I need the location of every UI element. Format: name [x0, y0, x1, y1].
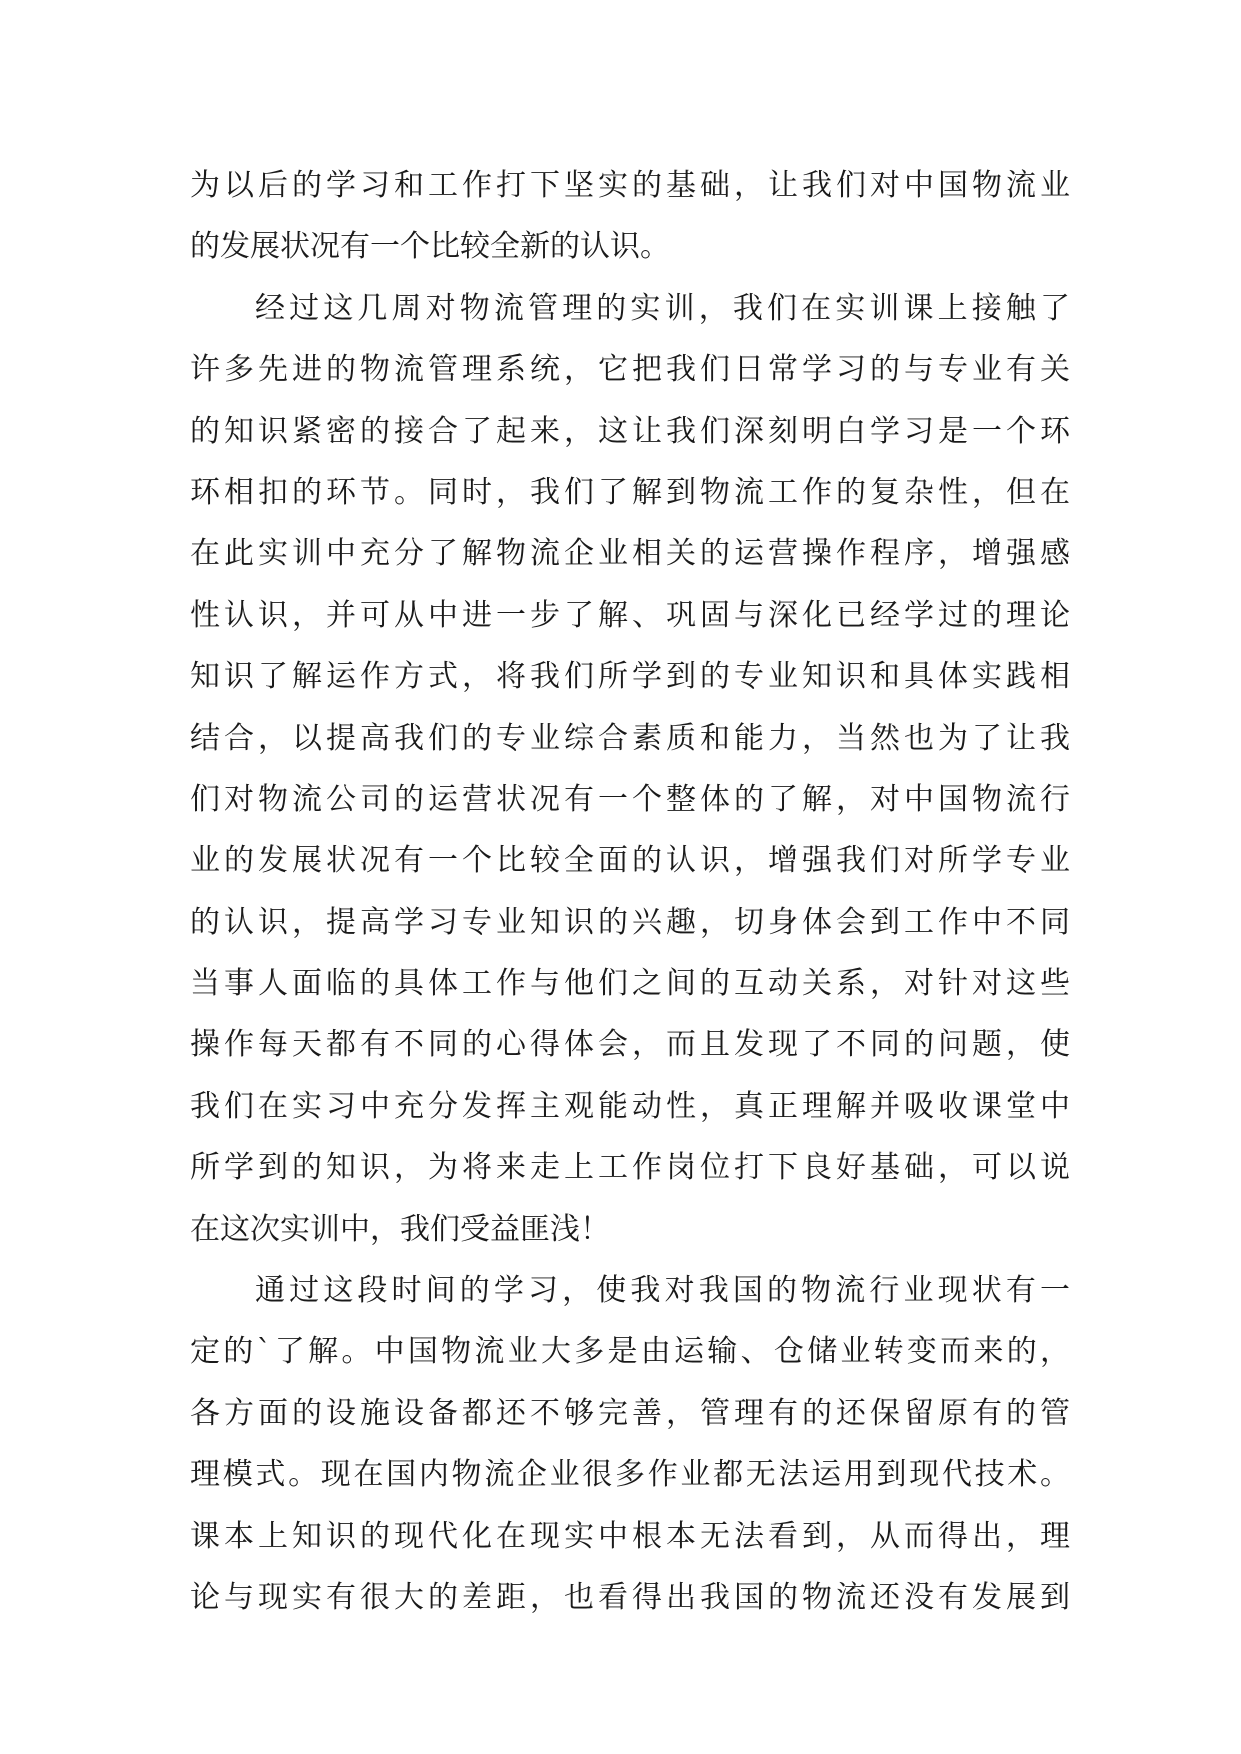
paragraph-3-line-1: 通过这段时间的学习，使我对我国的物流行业现状有一	[255, 1273, 1070, 1309]
paragraph-2-line-1: 经过这几周对物流管理的实训，我们在实训课上接触了	[255, 290, 1070, 326]
document-body	[190, 155, 1070, 1628]
paragraph-1-line-2: 的发展状况有一个比较全新的认识。	[190, 229, 670, 265]
paragraph-2-line-2: 许多先进的物流管理系统，它把我们日常学习的与专业有关	[190, 352, 1070, 388]
paragraph-1-line-1: 为以后的学习和工作打下坚实的基础，让我们对中国物流业	[190, 168, 1070, 203]
paragraph-3-line-4: 理模式。现在国内物流企业很多作业都无法运用到现代技术。	[190, 1457, 1070, 1493]
paragraph-2-line-10: 业的发展状况有一个比较全面的认识，增强我们对所学专业	[190, 843, 1070, 879]
paragraph-2-line-6: 性认识，并可从中进一步了解、巩固与深化已经学过的理论	[190, 597, 1070, 633]
paragraph-2-line-14: 我们在实习中充分发挥主观能动性，真正理解并吸收课堂中	[190, 1088, 1070, 1124]
paragraph-2-line-11: 的认识，提高学习专业知识的兴趣，切身体会到工作中不同	[190, 904, 1070, 940]
paragraph-2-line-9: 们对物流公司的运营状况有一个整体的了解，对中国物流行	[190, 781, 1070, 817]
paragraph-2-line-5: 在此实训中充分了解物流企业相关的运营操作程序，增强感	[190, 536, 1070, 572]
paragraph-2-line-4: 环相扣的环节。同时，我们了解到物流工作的复杂性，但在	[190, 474, 1070, 510]
paragraph-2-line-12: 当事人面临的具体工作与他们之间的互动关系，对针对这些	[190, 966, 1070, 1002]
paragraph-3-line-6: 论与现实有很大的差距，也看得出我国的物流还没有发展到	[190, 1579, 1070, 1615]
paragraph-3-line-5: 课本上知识的现代化在现实中根本无法看到，从而得出，理	[190, 1518, 1070, 1554]
paragraph-2-line-16: 在这次实训中，我们受益匪浅！	[190, 1211, 610, 1247]
paragraph-3-line-3: 各方面的设施设备都还不够完善，管理有的还保留原有的管	[190, 1395, 1070, 1431]
paragraph-2-line-13: 操作每天都有不同的心得体会，而且发现了不同的问题，使	[190, 1027, 1070, 1063]
paragraph-2-line-3: 的知识紧密的接合了起来，这让我们深刻明白学习是一个环	[190, 413, 1070, 449]
paragraph-3-line-2: 定的`了解。中国物流业大多是由运输、仓储业转变而来的，	[190, 1334, 1070, 1370]
paragraph-2-line-15: 所学到的知识，为将来走上工作岗位打下良好基础，可以说	[190, 1150, 1070, 1186]
paragraph-2-line-8: 结合，以提高我们的专业综合素质和能力，当然也为了让我	[190, 720, 1070, 756]
paragraph-2-line-7: 知识了解运作方式，将我们所学到的专业知识和具体实践相	[190, 659, 1070, 695]
